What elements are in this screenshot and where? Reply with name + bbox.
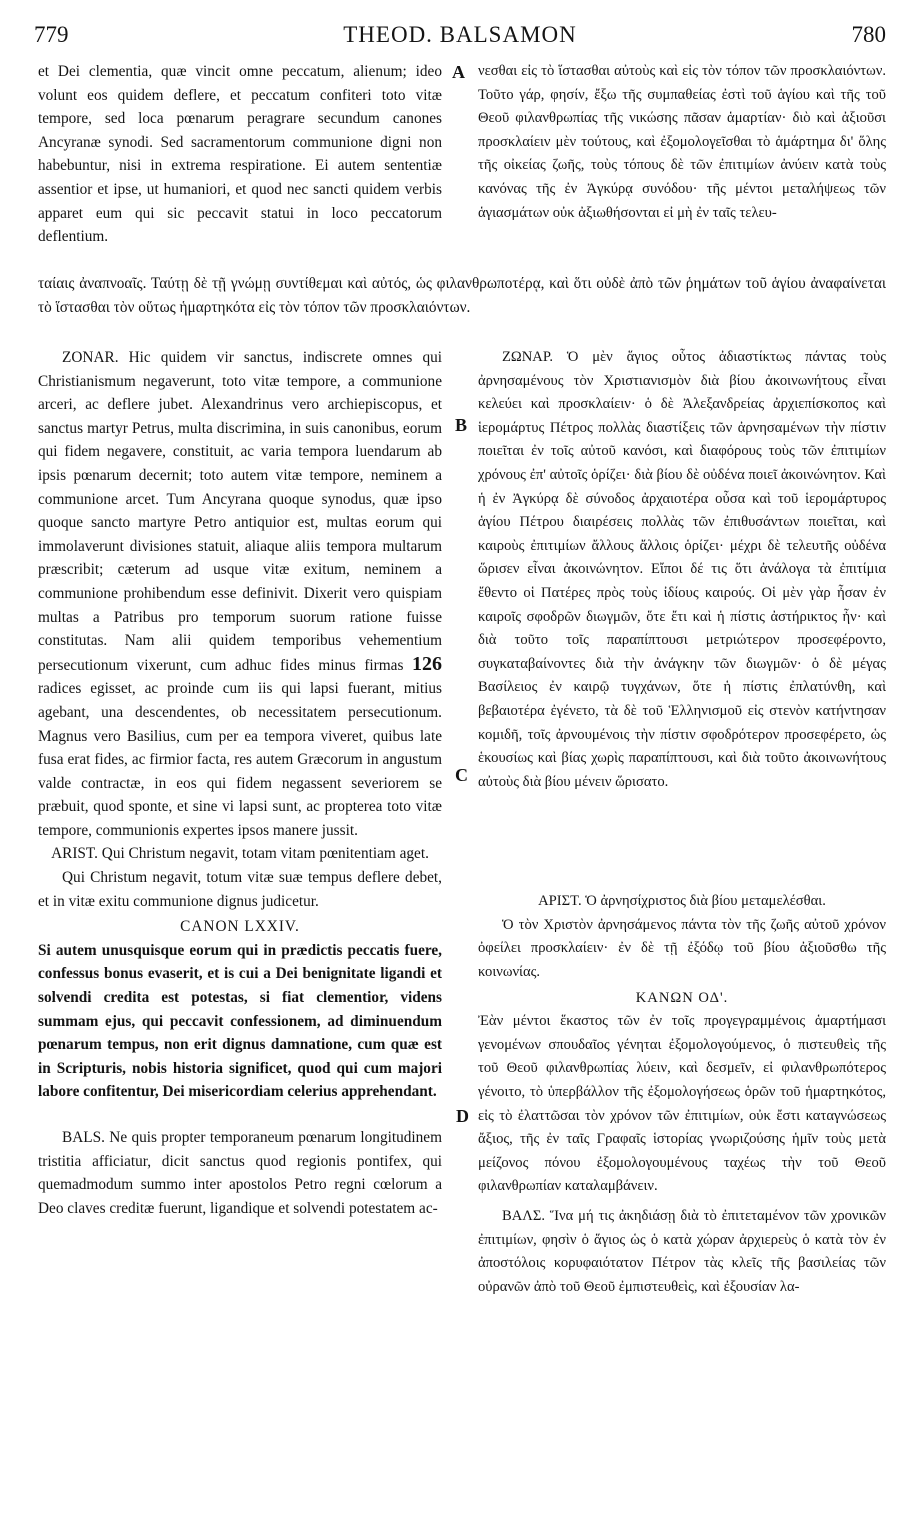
margin-marker-c: C [455,765,468,785]
zonar-latin-text-2: radices egisset, ac proinde cum iis qui lapsi fuerant, mitius agebant, una descendentes, ob necessitatem persecutionum. Magnus vero Basilius, cum per ea tempora viveret, quibus late fusa erat fides, ac firmior facta, res autem Græcorum in angustum valde contractæ, in eos qui fidem negassent severiorem se præbuit, quod sponte, et sine vi lapsi sunt, ac propterea toto vitæ tempore, communionis expertes ipsos manere jussit. [38,680,442,839]
arist-latin-text: Qui Christum negavit, totum vitæ suæ tempus deflere debet, et in vitæ exitu communione dignus judicetur. [38,869,442,910]
footnote-number: 126 [412,652,442,675]
canon-latin-title: CANON LXXIV. [180,918,300,936]
arist-greek-text: Ὁ τὸν Χριστὸν ἀρνησάμενος πάντα τὸν τῆς ζωῆς αὐτοῦ χρόνον ὀφείλει προσκλαίειν· ἐν δὲ τῇ ἐξόδῳ τοῦ βίου ἀξιοῦσθω τῆς κοινωνίας. [478,916,886,981]
intro-full-width [38,272,886,319]
intro-latin-text: et Dei clementia, quæ vincit omne peccatum, alienum; ideo volunt eos quidem deflere, et peccatum confiteri toto vitæ tempore, sed loca pœnarum peragrare secundum canones Ancyranæ synodi. Sed sacramentorum communione digni non habebuntur, nisi in extrema respiratione. Ei autem sententiæ assentior et ipse, ut humaniori, et quod nec sancti quidem verbis apparet eum qui sic peccavit statui in loco peccatorum deflentium. [38,63,442,246]
margin-marker-d: D [456,1106,469,1126]
intro-greek-column [478,60,886,272]
margin-marker-b: B [455,415,468,435]
intro-latin-column [38,60,442,272]
canon-latin-text: Si autem unusquisque eorum qui in prædictis peccatis fuere, confessus bonus evaserit, et is cui a Dei benignitate ligandi et solvendi credita est potestas, si fiat clementior, videns summam ejus, qui peccavit confessionem, ad diminuendum pœnarum tempus, non erit dignus damnatione, cum quæ est in Scripturis, nobis historia significet, quod qui cum majori labore confitentur, Dei misericordiam celerius apprehendant. [38,941,442,1101]
bals-greek-text: ΒΑΛΣ. Ἵνα μή τις ἀκηδιάσῃ διὰ τὸ ἐπιτεταμένον τῶν χρονικῶν ἐπιτιμίων, φησὶν ὁ ἅγιος ὡς ὁ κατὰ χώραν ἀρχιερεὺς ὁ κατὰ τὸν ἐν ἀποστόλοις κορυφαιότατον Πέτρον τὰς κλεῖς τῆς βασιλείας τῶν οὐρανῶν ἀπὸ τοῦ Θεοῦ ἐμπιστευθεὶς, καὶ ἐξουσίαν λα- [478,1208,886,1295]
page-header [34,22,886,56]
greek-column [478,346,886,1540]
page-number-right: 780 [851,22,886,47]
canon-greek-title: ΚΑΝΩΝ ΟΔ'. [635,989,729,1006]
running-title: THEOD. BALSAMON [343,22,577,47]
arist-latin-heading: ARIST. Qui Christum negavit, totam vitam pœnitentiam aget. [51,845,429,863]
zonar-latin-text-1: ZONAR. Hic quidem vir sanctus, indiscrete omnes qui Christianismum negaverunt, toto vitæ tempore, a communione arceri, ac deflere jubet. Alexandrinus vero archiepiscopus, et sanctus martyr Petrus, multa discrimina, in suis canonibus, eorum qui fidem negavere, constituit, ac varia tempora luendarum ab ipsis pœnarum decernit; toto autem vitæ tempore, neminem a communione arcet. Tum Ancyrana quoque synodus, quæ ipso quoque sancto martyre Petro antiquior est, multas eorum qui immolaverunt divisiones statuit, aliaque aliis tempora multarum præscribit; cæterum ad usque vitæ exitum, neminem a communione prohibendum esse definivit. Dixerit vero quispiam multas a Patribus pro temporum suorum ratione fuisse constitutas. Nam alii quidem temporibus vehementium persecutionum vixerunt, cum adhuc fides minus firmas [38,349,442,674]
bals-latin-text: BALS. Ne quis propter temporaneum pœnarum longitudinem tristitia afficiatur, dicit sanctus quod regionis pontifex, qui quemadmodum summo inter apostolos Petro regni cœlorum a Deo claves creditæ fuerunt, ligandique et solvendi potestatem ac- [38,1129,442,1217]
zonar-greek-text: ΖΩΝΑΡ. Ὁ μὲν ἅγιος οὗτος ἀδιαστίκτως πάντας τοὺς ἀρνησαμένους τὸν Χριστιανισμὸν διὰ βίου ἀκοινωνήτους εἶναι κελεύει καὶ προσκλαίειν· ὁ δὲ Ἀλεξανδρείας ἀρχιεπίσκοπος καὶ ἱερομάρτυς Πέτρος πολλὰς διαστίξεις τῶν ἀρνησαμένων τὴν πίστιν ποιεῖται ἐν τοῖς αὐτοῦ κανόσι, καὶ διαφόρους τοὺς τῶν ἐπιτιμίων χρόνους ἐπ' αὐτοῖς ὁρίζει· διὰ βίου δὲ οὐδένα ποιεῖ ἀκοινώνητον. Καὶ ἡ ἐν Ἀγκύρᾳ δὲ σύνοδος ἀρχαιοτέρα οὖσα καὶ τοῦ ἱερομάρτυρος ἁγίου Πέτρου διαιρέσεις πολλὰς τῶν ἐπιθυσάντων ποιεῖται, καὶ καιροὺς ἐπιτιμίων ἄλλους ἄλλοις ὁρίζει· μέχρι δὲ τελευτῆς οὐδένα ὥρισεν εἶναι ἀκοινώνητον. Εἴποι δέ τις ὅτι ἀνάλογα τὰ ἐπιτίμια ἔθεντο οἱ Πατέρες πρὸς τοὺς ἰδίους καιρούς. Οἱ μὲν γὰρ ἦσαν ἐν καιροῖς σφοδρῶν διωγμῶν, ὅτε ἔτι καὶ ἡ πίστις ἀστήρικτος ἦν· καὶ διὰ τοῦτο τοῖς παραπίπτουσι μετριώτερον προσεφέροντο, συγκαταβαίνοντες διὰ τὴν ἀνάγκην τῶν διωγμῶν· ὁ δὲ μέγας Βασίλειος ἐν καιρῷ τυγχάνων, ὅτε ἡ πίστις ἐπλατύνθη, καὶ βεβαιοτέρα ἐγένετο, τὰ δὲ τοῦ Ἑλληνισμοῦ εἰς στενὸν κατήντησαν κομιδῆ, τοῖς ἀρνουμένοις τὴν πίστιν σφοδρότερον προσεφέρετο, ὡς ἑκουσίως καὶ βίας χωρὶς παραπίπτουσι, καὶ διὰ τοῦτο ἀκοινωνήτους αὐτοὺς διὰ βίου μένειν ὥρισατο. [478,349,886,790]
intro-greek-text: νεσθαι εἰς τὸ ἵστασθαι αὐτοὺς καὶ εἰς τὸν τόπον τῶν προσκλαιόντων. Τοῦτο γάρ, φησίν, ἔξω τῆς συμπαθείας ἐστὶ τοῦ ἁγίου καὶ τῆς τοῦ Θεοῦ φιλανθρωπίας τῆς νικώσης πᾶσαν ἁμαρτίαν· διὸ καὶ ἀξιοῦσι προσκλαίειν μὲν τούτους, καὶ ἐξομολογεῖσθαι τὸ ἁμάρτημα δι' ὅλης τῆς οἰκείας ζωῆς, τοὺς τόπους δὲ τῶν ἐπιτιμίων ἀνύειν κατὰ τοὺς κανόνας τῆς ἐν Ἀγκύρᾳ συνόδου· τῆς μέντοι μεταλήψεως τῶν ἁγιασμάτων οὐκ ἀξιωθήσονται εἰ μὴ ἐν ταῖς τελευ- [478,63,886,221]
arist-greek-heading: ΑΡΙΣΤ. Ὁ ἀρνησίχριστος διὰ βίου μεταμελέσθαι. [538,893,826,910]
margin-marker-a: A [452,62,465,82]
page-number-left: 779 [34,22,69,47]
intro-full-text: ταίαις ἀναπνοαῖς. Ταύτῃ δὲ τῇ γνώμῃ συντίθεμαι καὶ αὐτός, ὡς φιλανθρωποτέρᾳ, καὶ ὅτι οὐδὲ ἀπὸ τῶν ῥημάτων τοῦ ἁγίου ἀναφαίνεται τὸ ἵστασθαι τὸν οὕτως ἡμαρτηκότα εἰς τὸν τόπον τῶν προσκλαιόντων. [38,275,886,316]
zonar-latin-paragraph [38,346,442,842]
canon-greek-text: Ἐὰν μέντοι ἕκαστος τῶν ἐν τοῖς προγεγραμμένοις ἁμαρτήμασι γενομένων σπουδαῖος γένηται ἐξομολογούμενος, ὁ πιστευθεὶς τῆς τοῦ Θεοῦ φιλανθρωπίας λύειν, καὶ δεσμεῖν, εἰ φιλανθρωπότερος γένοιτο, τὸ ὑπερβάλλον τῆς ἐξομολογήσεως ὁρῶν τοῦ ἡμαρτηκότος, εἰς τὸ ἐλαττῶσαι τὸν χρόνον τῶν ἐπιτιμίων, οὐκ ἔστι καταγνώσεως ἄξιος, τῆς ἐν ταῖς Γραφαῖς ἱστορίας γνωριζούσης ἡμῖν τοὺς μετὰ μείζονος πόνου ἐξομολογουμένους ταχέως τὴν τοῦ Θεοῦ φιλανθρωπίαν καταλαμβάνειν. [478,1013,886,1195]
latin-column [38,346,442,1540]
